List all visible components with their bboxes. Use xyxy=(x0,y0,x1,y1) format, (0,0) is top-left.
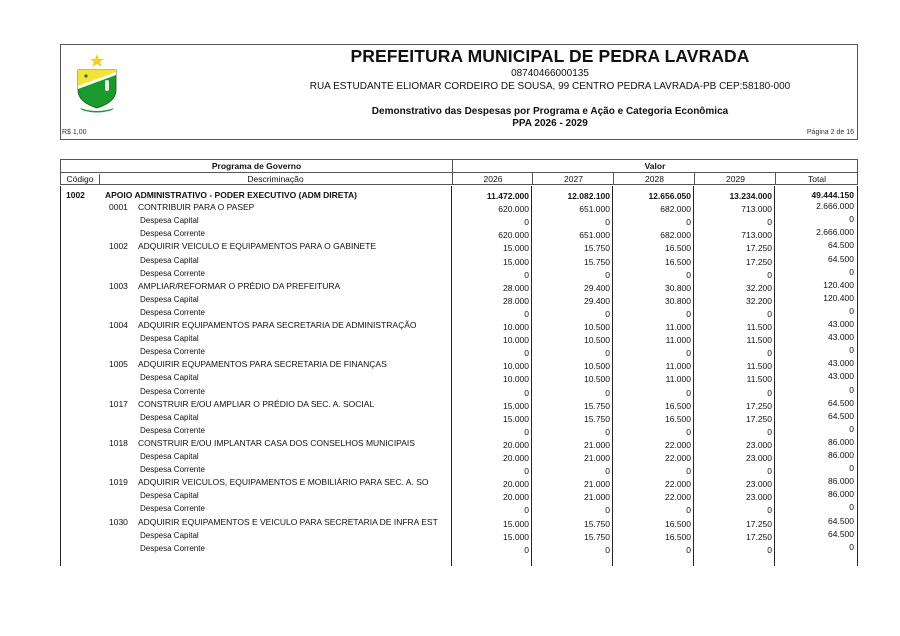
value-2027: 10.500 xyxy=(584,374,610,385)
value-2028: 0 xyxy=(686,387,691,398)
action-row xyxy=(60,476,858,488)
value-2029: 11.500 xyxy=(746,374,772,385)
value-2027: 29.400 xyxy=(584,295,610,306)
value-2029: 0 xyxy=(767,348,772,359)
value-2028: 16.500 xyxy=(665,256,691,267)
category-row xyxy=(60,306,858,318)
column-description: Descriminação xyxy=(247,174,304,184)
value-2026: 10.000 xyxy=(503,322,529,332)
value-2026: 0 xyxy=(524,544,529,555)
value-total: 0 xyxy=(849,305,854,316)
value-2029: 11.500 xyxy=(746,361,772,372)
column-header-row xyxy=(60,172,858,185)
action-code: 1002 xyxy=(109,241,128,252)
action-row xyxy=(60,398,858,410)
value-2026: 28.000 xyxy=(503,295,529,306)
value-total: 43.000 xyxy=(828,371,854,382)
action-row xyxy=(60,358,858,370)
category-row xyxy=(60,502,858,514)
action-code: 1030 xyxy=(109,516,128,527)
value-2028: 0 xyxy=(686,505,691,516)
column-code: Código xyxy=(61,174,100,185)
row-description: Despesa Capital xyxy=(140,294,199,304)
page-number: Página 2 de 16 xyxy=(806,129,854,136)
row-description: Despesa Corrente xyxy=(140,543,205,553)
column-2027: 2027 xyxy=(532,173,614,184)
row-description: Despesa Capital xyxy=(140,373,199,383)
row-description: Despesa Capital xyxy=(140,491,199,501)
value-2026: 0 xyxy=(524,308,529,319)
value-2029: 17.250 xyxy=(746,243,772,254)
value-2027: 0 xyxy=(605,387,610,398)
value-2028: 16.500 xyxy=(665,518,691,529)
value-total: 86.000 xyxy=(828,436,854,447)
value-2029: 32.200 xyxy=(746,295,772,306)
address: RUA ESTUDANTE ELIOMAR CORDEIRO DE SOUSA, 99 CENTRO PEDRA LAVRADA-PB CEP:58180-000 xyxy=(309,81,791,92)
row-description: CONSTRUIR E/OU AMPLIAR O PRÉDIO DA SEC. A. SOCIAL xyxy=(138,398,375,409)
row-description: Despesa Corrente xyxy=(140,268,205,278)
row-description: ADQUIRIR VEICULO E EQUIPAMENTOS PARA O GABINETE xyxy=(138,241,377,252)
action-row xyxy=(60,437,858,449)
value-2026: 15.000 xyxy=(503,256,529,267)
value-2026: 0 xyxy=(524,387,529,398)
value-2028: 16.500 xyxy=(665,243,691,254)
value-2028: 682.000 xyxy=(660,230,691,241)
category-row xyxy=(60,267,858,279)
value-total: 0 xyxy=(849,384,854,395)
category-row xyxy=(60,332,858,344)
value-2026: 0 xyxy=(524,505,529,516)
value-2028: 12.656.050 xyxy=(648,191,691,201)
row-description: Despesa Corrente xyxy=(140,425,205,435)
value-2026: 0 xyxy=(524,348,529,359)
action-row xyxy=(60,280,858,292)
value-2026: 0 xyxy=(524,269,529,280)
category-row xyxy=(60,293,858,305)
value-2029: 11.500 xyxy=(746,322,772,332)
value-2028: 11.000 xyxy=(665,322,691,332)
value-2027: 15.750 xyxy=(584,531,610,542)
value-total: 86.000 xyxy=(828,489,854,500)
value-total: 2.666.000 xyxy=(816,227,854,238)
category-row xyxy=(60,371,858,383)
category-row xyxy=(60,463,858,475)
action-code: 1017 xyxy=(109,398,128,409)
value-2029: 713.000 xyxy=(741,204,772,215)
group-header-row xyxy=(60,159,858,172)
row-description: Despesa Capital xyxy=(140,334,199,344)
row-description: ADQUIRIR VEICULOS, EQUIPAMENTOS E MOBILIÁRIO PARA SEC. A. SO xyxy=(138,477,429,488)
value-total: 2.666.000 xyxy=(816,201,854,212)
coat-of-arms-icon xyxy=(72,52,122,114)
category-row xyxy=(60,254,858,266)
value-2026: 10.000 xyxy=(503,374,529,385)
value-2029: 0 xyxy=(767,544,772,555)
value-2028: 22.000 xyxy=(665,439,691,450)
value-2028: 30.800 xyxy=(665,295,691,306)
value-2026: 15.000 xyxy=(503,531,529,542)
value-total: 86.000 xyxy=(828,476,854,487)
value-2027: 0 xyxy=(605,426,610,437)
value-2028: 22.000 xyxy=(665,453,691,463)
value-2028: 11.000 xyxy=(665,374,691,385)
category-row xyxy=(60,214,858,226)
action-code: 1004 xyxy=(109,320,128,330)
value-2027: 0 xyxy=(605,544,610,555)
action-code: 0001 xyxy=(109,202,128,213)
value-2029: 17.250 xyxy=(746,400,772,411)
row-description: ADQUIRIR EQUIPAMENTOS E VEICULO PARA SECRETARIA DE INFRA EST xyxy=(138,516,438,527)
value-2029: 0 xyxy=(767,466,772,477)
value-total: 49.444.150 xyxy=(811,190,854,200)
value-total: 64.500 xyxy=(828,515,854,526)
action-code: 1018 xyxy=(109,437,128,448)
value-2027: 15.750 xyxy=(584,518,610,529)
category-row xyxy=(60,529,858,541)
value-2029: 0 xyxy=(767,426,772,437)
value-total: 64.500 xyxy=(828,253,854,264)
column-2028: 2028 xyxy=(613,173,695,184)
value-2028: 682.000 xyxy=(660,204,691,215)
value-2027: 15.750 xyxy=(584,400,610,411)
value-total: 86.000 xyxy=(828,450,854,460)
value-total: 0 xyxy=(849,345,854,356)
value-2027: 651.000 xyxy=(579,204,610,215)
value-2029: 11.500 xyxy=(746,335,772,346)
action-row xyxy=(60,319,858,331)
value-2028: 0 xyxy=(686,308,691,319)
value-2027: 10.500 xyxy=(584,322,610,332)
value-2028: 0 xyxy=(686,348,691,359)
program-group-header: Programa de Governo xyxy=(211,161,302,171)
value-2027: 0 xyxy=(605,505,610,516)
row-description: ADQUIRIR EQUPAMENTOS PARA SECRETARIA DE FINANÇAS xyxy=(138,359,387,370)
institution-title: PREFEITURA MUNICIPAL DE PEDRA LAVRADA xyxy=(350,46,750,66)
program-code: 1002 xyxy=(66,190,85,200)
value-2026: 15.000 xyxy=(503,400,529,411)
value-2028: 11.000 xyxy=(665,361,691,372)
category-row xyxy=(60,385,858,397)
row-description: Despesa Corrente xyxy=(140,504,205,514)
value-total: 120.400 xyxy=(823,292,854,303)
value-2029: 13.234.000 xyxy=(729,191,772,201)
value-2028: 0 xyxy=(686,426,691,437)
row-description: Despesa Capital xyxy=(140,452,199,461)
value-2029: 0 xyxy=(767,269,772,280)
value-total: 64.500 xyxy=(828,240,854,251)
value-2028: 22.000 xyxy=(665,492,691,503)
value-2029: 17.250 xyxy=(746,256,772,267)
value-2026: 11.472.000 xyxy=(486,191,529,201)
action-row xyxy=(60,516,858,528)
row-description: Despesa Capital xyxy=(140,255,199,265)
value-2026: 15.000 xyxy=(503,518,529,529)
value-total: 64.500 xyxy=(828,397,854,408)
value-2027: 0 xyxy=(605,269,610,280)
value-2026: 20.000 xyxy=(503,453,529,463)
value-total: 0 xyxy=(849,423,854,434)
value-2026: 20.000 xyxy=(503,439,529,450)
action-code: 1003 xyxy=(109,280,128,291)
value-group-header: Valor xyxy=(452,160,857,172)
value-2026: 15.000 xyxy=(503,413,529,424)
row-description: Despesa Corrente xyxy=(140,229,205,239)
row-description: Despesa Corrente xyxy=(140,347,205,357)
value-2028: 0 xyxy=(686,544,691,555)
value-2028: 11.000 xyxy=(665,335,691,346)
action-row xyxy=(60,240,858,252)
action-code: 1005 xyxy=(109,359,128,370)
value-2029: 0 xyxy=(767,505,772,516)
category-row xyxy=(60,227,858,239)
value-2026: 10.000 xyxy=(503,335,529,346)
row-description: Despesa Corrente xyxy=(140,307,205,317)
value-2026: 28.000 xyxy=(503,282,529,293)
category-row xyxy=(60,411,858,423)
category-row xyxy=(60,489,858,501)
value-2027: 29.400 xyxy=(584,282,610,293)
action-row xyxy=(60,201,858,213)
value-2027: 0 xyxy=(605,348,610,359)
value-2029: 0 xyxy=(767,308,772,319)
value-total: 0 xyxy=(849,541,854,552)
value-2028: 22.000 xyxy=(665,479,691,490)
value-2026: 620.000 xyxy=(498,230,529,241)
value-2027: 651.000 xyxy=(579,230,610,241)
value-total: 64.500 xyxy=(828,410,854,421)
value-2028: 0 xyxy=(686,269,691,280)
value-2026: 0 xyxy=(524,466,529,477)
value-2026: 20.000 xyxy=(503,479,529,490)
value-2029: 23.000 xyxy=(746,492,772,503)
value-total: 43.000 xyxy=(828,358,854,369)
value-2027: 15.750 xyxy=(584,243,610,254)
value-2029: 17.250 xyxy=(746,531,772,542)
value-2029: 32.200 xyxy=(746,282,772,293)
row-description: Despesa Corrente xyxy=(140,465,205,475)
column-2029: 2029 xyxy=(694,173,776,184)
value-2029: 713.000 xyxy=(741,230,772,241)
category-row xyxy=(60,450,858,462)
category-row xyxy=(60,345,858,357)
value-2027: 0 xyxy=(605,217,610,228)
value-2026: 620.000 xyxy=(498,204,529,215)
value-2027: 21.000 xyxy=(584,439,610,450)
row-description: AMPLIAR/REFORMAR O PRÉDIO DA PREFEITURA xyxy=(138,280,341,291)
value-total: 43.000 xyxy=(828,332,854,343)
value-total: 0 xyxy=(849,266,854,277)
category-row xyxy=(60,424,858,436)
cnpj: 08740466000135 xyxy=(511,68,589,79)
value-2027: 0 xyxy=(605,466,610,477)
value-2027: 21.000 xyxy=(584,479,610,490)
row-description: CONSTRUIR E/OU IMPLANTAR CASA DOS CONSELHOS MUNICIPAIS xyxy=(138,437,415,448)
value-total: 0 xyxy=(849,214,854,225)
currency-unit: R$ 1,00 xyxy=(62,129,87,136)
value-2028: 0 xyxy=(686,466,691,477)
action-code: 1019 xyxy=(109,477,128,488)
row-description: Despesa Corrente xyxy=(140,386,205,396)
value-2029: 0 xyxy=(767,387,772,398)
value-2027: 15.750 xyxy=(584,256,610,267)
row-description: ADQUIRIR EQUIPAMENTOS PARA SECRETARIA DE ADMINISTRAÇÃO xyxy=(138,320,417,330)
row-description: Despesa Capital xyxy=(140,530,199,540)
report-title: Demonstrativo das Despesas por Programa e Ação e Categoria Econômica xyxy=(371,106,729,117)
value-2029: 23.000 xyxy=(746,453,772,463)
category-row xyxy=(60,542,858,554)
column-total: Total xyxy=(775,173,858,184)
value-2029: 23.000 xyxy=(746,439,772,450)
value-2028: 16.500 xyxy=(665,531,691,542)
value-2029: 17.250 xyxy=(746,518,772,529)
value-total: 0 xyxy=(849,463,854,474)
value-2027: 10.500 xyxy=(584,361,610,372)
row-description: APOIO ADMINISTRATIVO - PODER EXECUTIVO (ADM DIRETA) xyxy=(105,190,358,200)
value-2028: 0 xyxy=(686,217,691,228)
value-2029: 17.250 xyxy=(746,413,772,424)
value-total: 64.500 xyxy=(828,528,854,539)
row-description: CONTRIBUIR PARA O PASEP xyxy=(138,202,255,213)
value-2028: 16.500 xyxy=(665,400,691,411)
value-2026: 0 xyxy=(524,217,529,228)
value-2028: 30.800 xyxy=(665,282,691,293)
value-2026: 15.000 xyxy=(503,243,529,254)
value-2028: 16.500 xyxy=(665,413,691,424)
value-2027: 15.750 xyxy=(584,413,610,424)
value-2027: 12.082.100 xyxy=(567,191,610,201)
value-total: 43.000 xyxy=(828,319,854,329)
program-row xyxy=(60,188,858,200)
value-total: 120.400 xyxy=(823,279,854,290)
report-subtitle: PPA 2026 - 2029 xyxy=(512,118,588,129)
value-2027: 0 xyxy=(605,308,610,319)
value-2027: 10.500 xyxy=(584,335,610,346)
value-2029: 0 xyxy=(767,217,772,228)
row-description: Despesa Capital xyxy=(140,412,199,422)
value-2026: 0 xyxy=(524,426,529,437)
row-description: Despesa Capital xyxy=(140,216,199,226)
column-2026: 2026 xyxy=(452,173,533,184)
value-2027: 21.000 xyxy=(584,453,610,463)
value-2029: 23.000 xyxy=(746,479,772,490)
value-2026: 10.000 xyxy=(503,361,529,372)
value-total: 0 xyxy=(849,502,854,513)
value-2026: 20.000 xyxy=(503,492,529,503)
value-2027: 21.000 xyxy=(584,492,610,503)
